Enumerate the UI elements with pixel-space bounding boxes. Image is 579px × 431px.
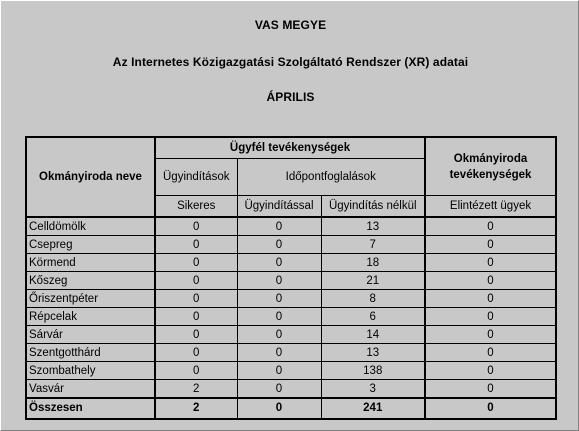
cell-completed: 0 xyxy=(425,344,556,362)
cell-with-case: 0 xyxy=(237,272,321,290)
cell-without-case: 14 xyxy=(321,326,425,344)
office-name: Sárvár xyxy=(26,326,155,344)
office-name: Celldömölk xyxy=(26,217,155,236)
cell-with-case: 0 xyxy=(237,217,321,236)
table-row xyxy=(26,326,556,344)
sub-appointments: Időpontfoglalások xyxy=(237,159,425,196)
cell-with-case: 0 xyxy=(237,344,321,362)
cell-without-case: 18 xyxy=(321,254,425,272)
cell-completed: 0 xyxy=(425,272,556,290)
cell-completed: 0 xyxy=(425,217,556,236)
table-row xyxy=(26,344,556,362)
total-successful: 2 xyxy=(155,398,237,419)
cell-successful: 0 xyxy=(155,290,237,308)
office-name: Körmend xyxy=(26,254,155,272)
col-office-name: Okmányiroda neve xyxy=(26,137,155,217)
col-completed: Elintézett ügyek xyxy=(425,196,556,218)
table-row xyxy=(26,217,556,236)
cell-successful: 0 xyxy=(155,217,237,236)
group-office-activities: Okmányiroda tevékenységek xyxy=(425,137,556,196)
cell-successful: 2 xyxy=(155,380,237,399)
cell-with-case: 0 xyxy=(237,362,321,380)
cell-with-case: 0 xyxy=(237,236,321,254)
office-name: Szentgotthárd xyxy=(26,344,155,362)
cell-with-case: 0 xyxy=(237,380,321,399)
cell-with-case: 0 xyxy=(237,290,321,308)
total-without-case: 241 xyxy=(321,398,425,419)
cell-without-case: 21 xyxy=(321,272,425,290)
month-title: ÁPRILIS xyxy=(266,90,315,104)
statistics-table xyxy=(25,136,557,420)
cell-successful: 0 xyxy=(155,272,237,290)
cell-completed: 0 xyxy=(425,236,556,254)
table-row xyxy=(26,236,556,254)
cell-without-case: 7 xyxy=(321,236,425,254)
report-subtitle: Az Internetes Közigazgatási Szolgáltató Rendszer (XR) adatai xyxy=(112,55,469,69)
cell-completed: 0 xyxy=(425,254,556,272)
office-name: Répcelak xyxy=(26,308,155,326)
cell-successful: 0 xyxy=(155,254,237,272)
table-row xyxy=(26,272,556,290)
cell-without-case: 3 xyxy=(321,380,425,399)
office-name: Őriszentpéter xyxy=(26,290,155,308)
cell-completed: 0 xyxy=(425,380,556,399)
cell-completed: 0 xyxy=(425,362,556,380)
total-completed: 0 xyxy=(425,398,556,419)
office-name: Szombathely xyxy=(26,362,155,380)
cell-without-case: 8 xyxy=(321,290,425,308)
cell-without-case: 6 xyxy=(321,308,425,326)
cell-with-case: 0 xyxy=(237,326,321,344)
cell-successful: 0 xyxy=(155,308,237,326)
table-row xyxy=(26,254,556,272)
cell-completed: 0 xyxy=(425,290,556,308)
group-client-activities: Ügyfél tevékenységek xyxy=(155,137,425,159)
cell-without-case: 13 xyxy=(321,344,425,362)
office-name: Vasvár xyxy=(26,380,155,399)
table-row xyxy=(26,290,556,308)
table-row xyxy=(26,380,556,399)
cell-successful: 0 xyxy=(155,236,237,254)
sub-case-starts: Ügyindítások xyxy=(155,159,237,196)
cell-successful: 0 xyxy=(155,326,237,344)
col-successful: Sikeres xyxy=(155,196,237,218)
office-name: Csepreg xyxy=(26,236,155,254)
office-name: Kőszeg xyxy=(26,272,155,290)
cell-completed: 0 xyxy=(425,308,556,326)
cell-without-case: 138 xyxy=(321,362,425,380)
cell-successful: 0 xyxy=(155,344,237,362)
cell-with-case: 0 xyxy=(237,308,321,326)
col-without-case: Ügyindítás nélkül xyxy=(321,196,425,218)
cell-completed: 0 xyxy=(425,326,556,344)
cell-with-case: 0 xyxy=(237,254,321,272)
total-row xyxy=(26,398,556,419)
cell-successful: 0 xyxy=(155,362,237,380)
total-with-case: 0 xyxy=(237,398,321,419)
total-label: Összesen xyxy=(26,398,155,419)
table-row xyxy=(26,308,556,326)
table-row xyxy=(26,362,556,380)
cell-without-case: 13 xyxy=(321,217,425,236)
county-title: VAS MEGYE xyxy=(254,18,327,32)
col-with-case: Ügyindítással xyxy=(237,196,321,218)
